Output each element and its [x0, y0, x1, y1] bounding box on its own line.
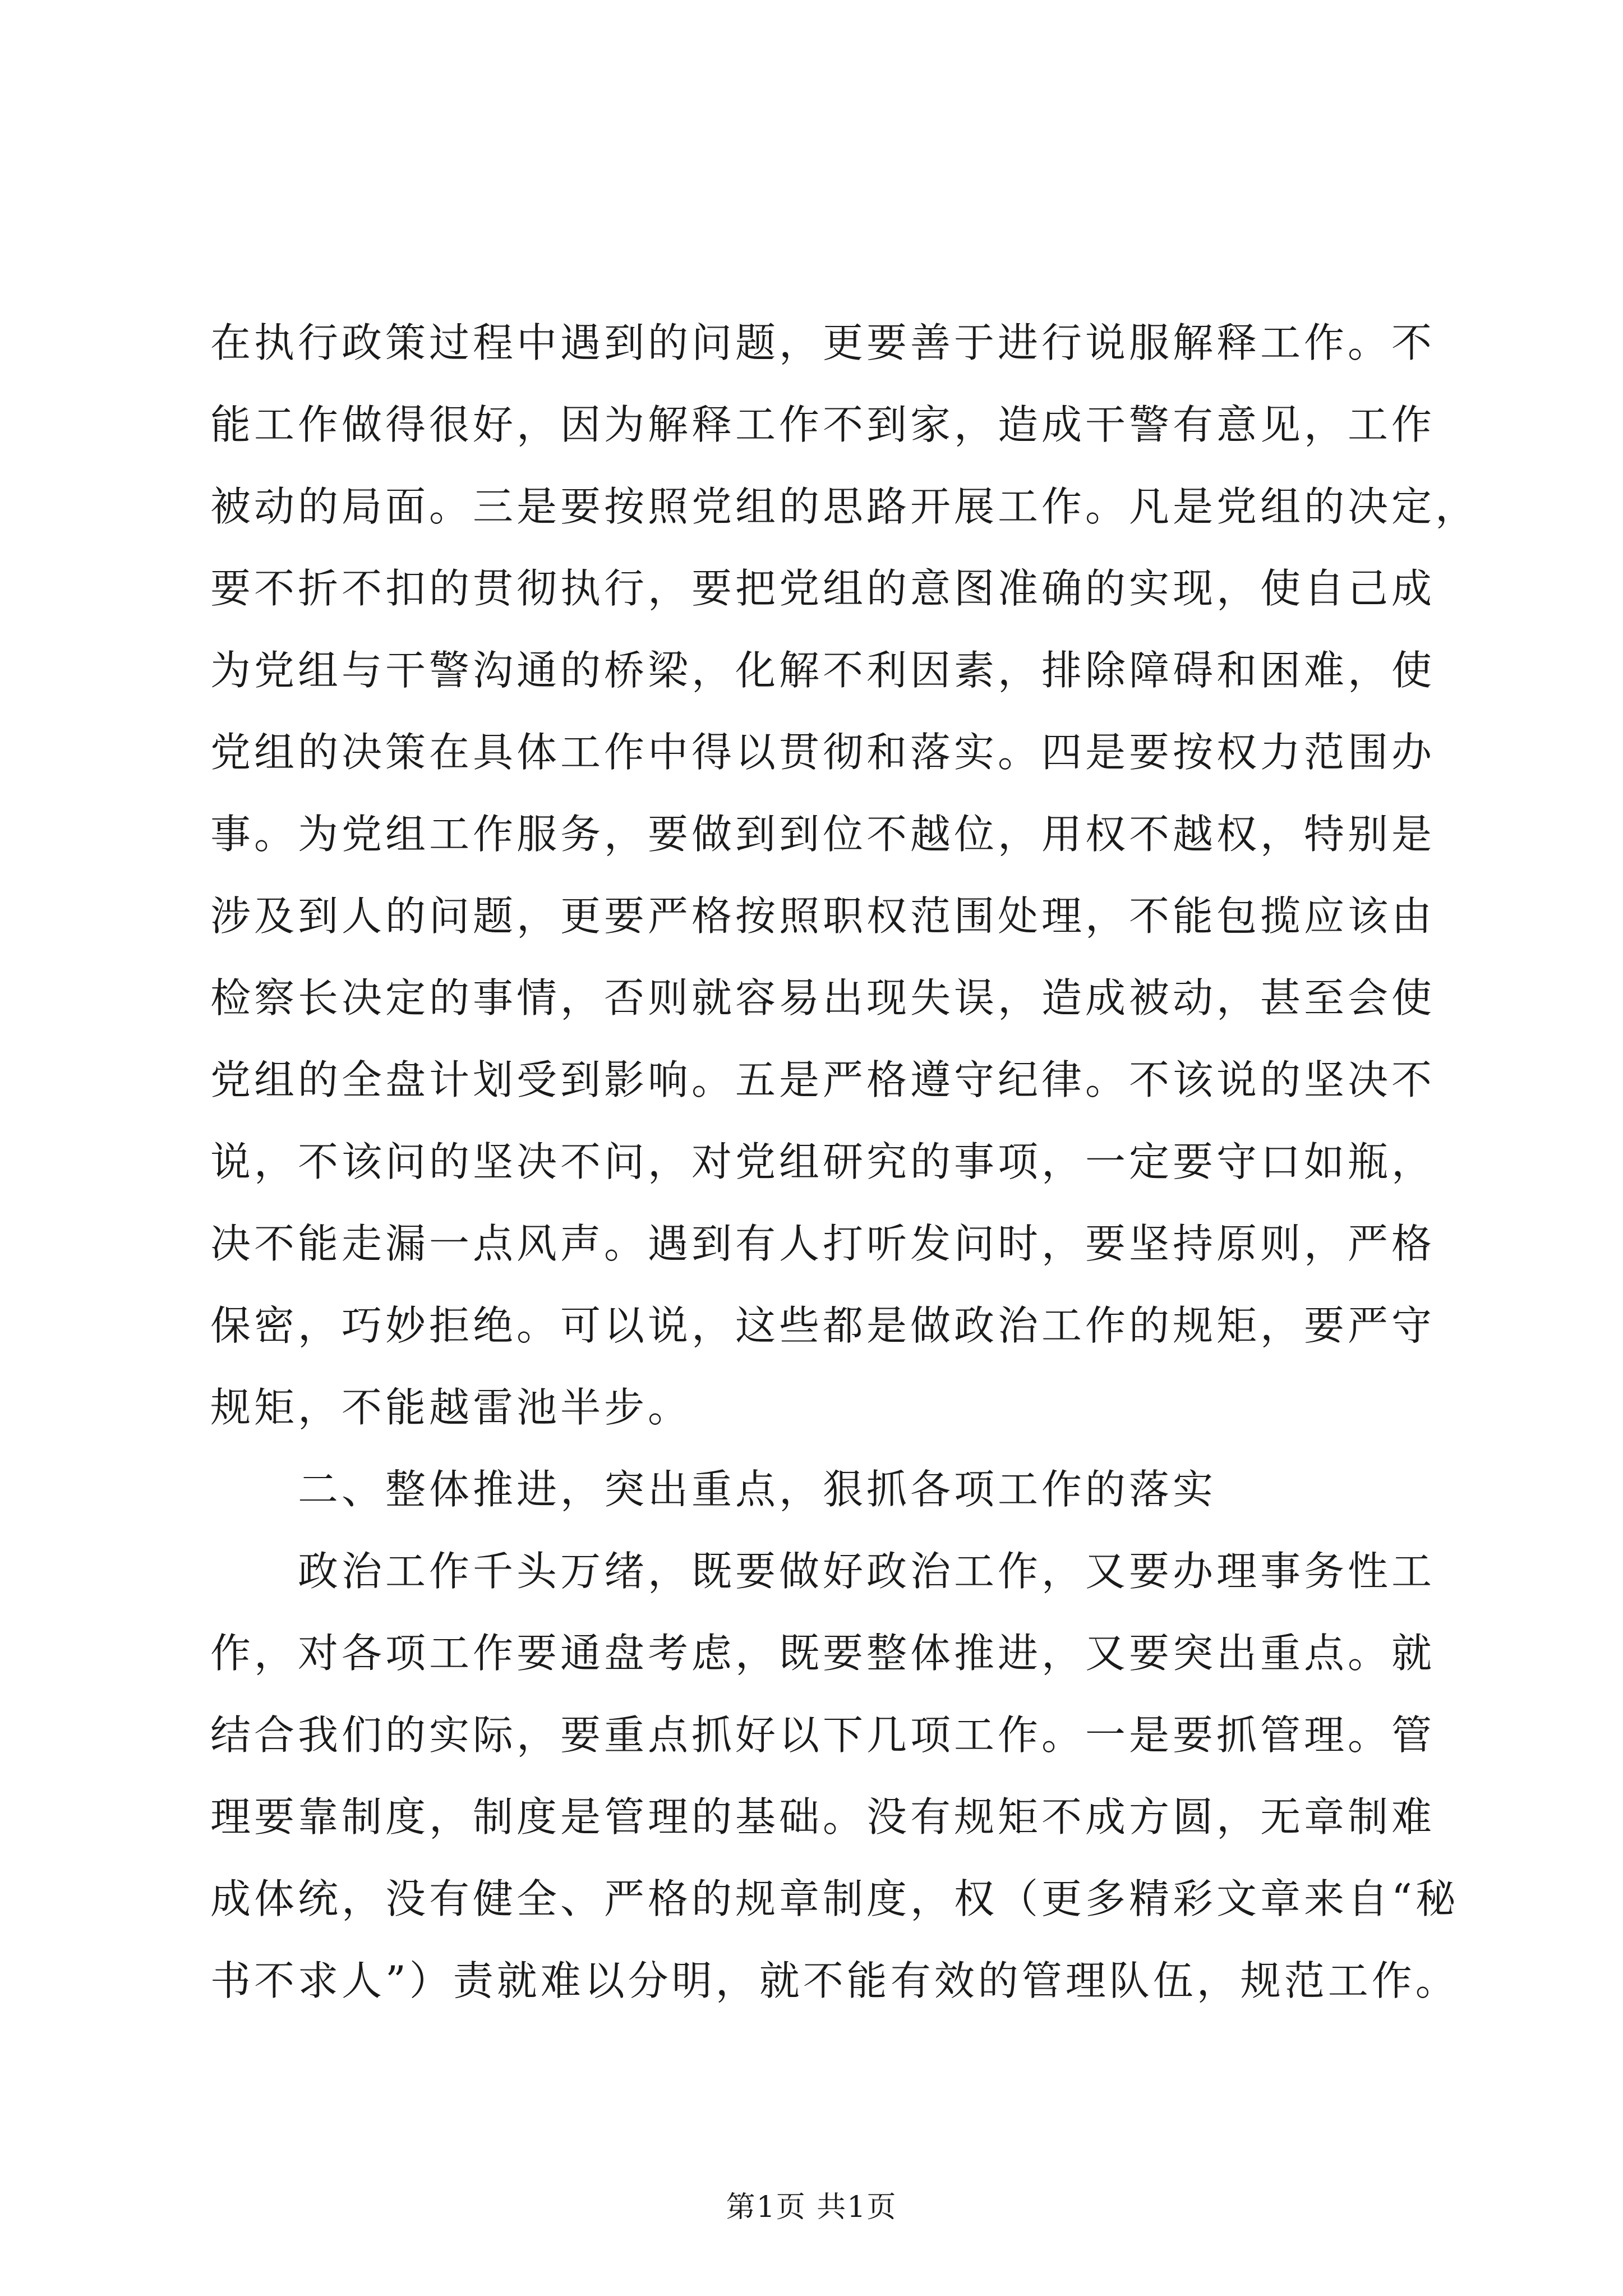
text-line: 事。为党组工作服务，要做到到位不越位，用权不越权，特别是 — [210, 811, 1436, 858]
paragraph-line: 作，对各项工作要通盘考虑，既要整体推进，又要突出重点。就 — [210, 1630, 1436, 1677]
paragraph-line: 结合我们的实际，要重点抓好以下几项工作。一是要抓管理。管 — [210, 1711, 1436, 1759]
text-line: 在执行政策过程中遇到的问题，更要善于进行说服解释工作。不 — [210, 319, 1436, 366]
page-footer: 第1页 共1页 — [726, 2191, 897, 2224]
paragraph-line: 成体统，没有健全、严格的规章制度，权（更多精彩文章来自“秘 — [210, 1875, 1459, 1922]
paragraph-line: 书不求人”）责就难以分明，就不能有效的管理队伍，规范工作。 — [210, 1957, 1459, 2004]
text-line: 涉及到人的问题，更要严格按照职权范围处理，不能包揽应该由 — [210, 892, 1436, 940]
text-line: 为党组与干警沟通的桥梁，化解不利因素，排除障碍和困难，使 — [210, 647, 1436, 694]
text-line: 决不能走漏一点风声。遇到有人打听发问时，要坚持原则，严格 — [210, 1220, 1436, 1267]
text-line: 党组的全盘计划受到影响。五是严格遵守纪律。不该说的坚决不 — [210, 1056, 1436, 1103]
text-line: 说，不该问的坚决不问，对党组研究的事项，一定要守口如瓶， — [210, 1138, 1436, 1185]
section-heading: 二、整体推进，突出重点，狠抓各项工作的落实 — [298, 1466, 1217, 1513]
paragraph-line: 理要靠制度，制度是管理的基础。没有规矩不成方圆，无章制难 — [210, 1793, 1436, 1841]
text-line: 党组的决策在具体工作中得以贯彻和落实。四是要按权力范围办 — [210, 729, 1436, 776]
text-line: 要不折不扣的贯彻执行，要把党组的意图准确的实现，使自己成 — [210, 565, 1436, 612]
body-text — [210, 302, 1479, 2022]
text-line: 能工作做得很好，因为解释工作不到家，造成干警有意见，工作 — [210, 401, 1436, 448]
text-line: 被动的局面。三是要按照党组的思路开展工作。凡是党组的决定， — [210, 483, 1479, 530]
text-line: 检察长决定的事情，否则就容易出现失误，造成被动，甚至会使 — [210, 974, 1436, 1022]
text-line: 规矩，不能越雷池半步。 — [210, 1384, 692, 1431]
paragraph-line: 政治工作千头万绪，既要做好政治工作，又要办理事务性工 — [298, 1548, 1436, 1595]
text-line: 保密，巧妙拒绝。可以说，这些都是做政治工作的规矩，要严守 — [210, 1302, 1436, 1349]
